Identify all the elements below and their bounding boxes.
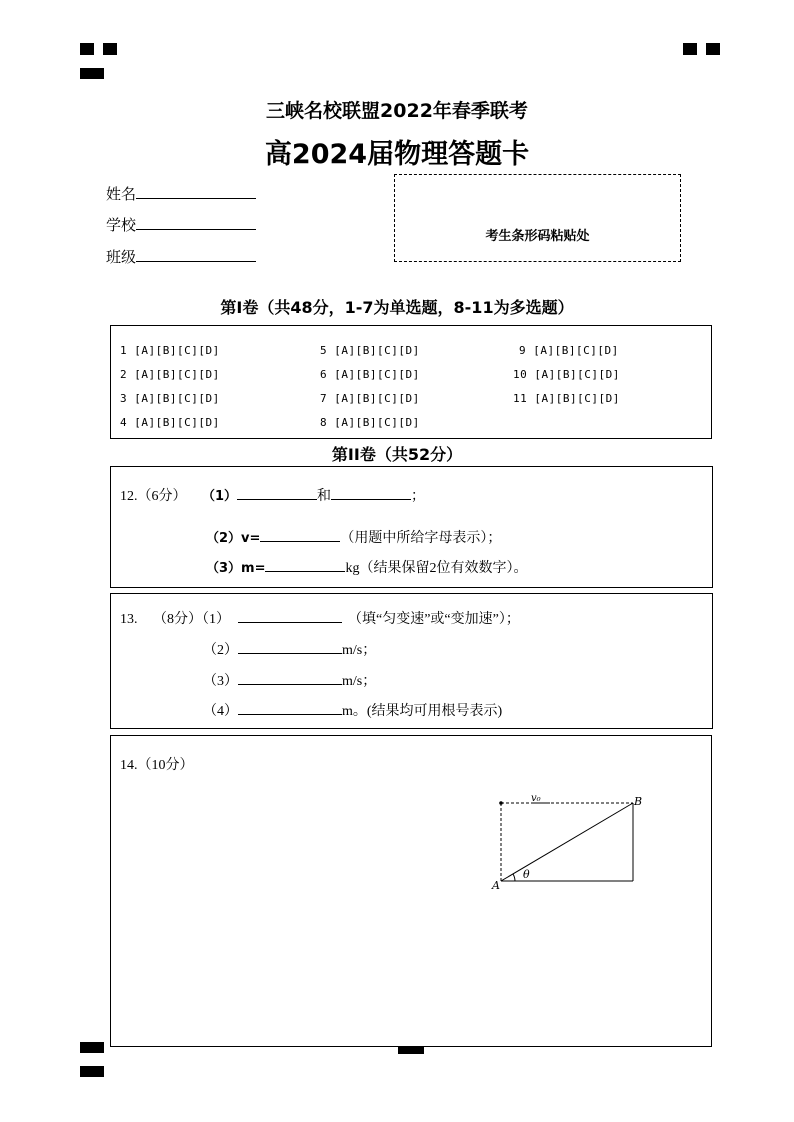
q12-p1-mid: 和 xyxy=(317,488,332,504)
school-label: 学校 xyxy=(106,216,137,234)
mc-row-6[interactable] xyxy=(320,368,420,381)
q13-line4 xyxy=(203,700,502,720)
q13-box xyxy=(110,593,713,729)
registration-mark-bottom-left-2 xyxy=(80,1066,104,1077)
registration-mark-bottom-center xyxy=(398,1046,424,1054)
registration-mark-top-left-3 xyxy=(80,68,104,79)
q12-p3-end: kg（结果保留2位有效数字）。 xyxy=(345,561,528,576)
name-field[interactable] xyxy=(106,183,256,204)
mc-num-11: 11 xyxy=(513,392,528,405)
barcode-area xyxy=(394,174,681,262)
q13-p2-blank[interactable] xyxy=(238,640,342,654)
figure-v0-label: v₀ xyxy=(531,793,541,804)
mc-num-7: 7 xyxy=(320,392,328,405)
mc-row-11[interactable] xyxy=(513,392,620,405)
mc-num-1: 1 xyxy=(120,344,128,357)
mc-row-5[interactable] xyxy=(320,344,420,357)
mc-options-1[interactable]: [A][B][C][D] xyxy=(134,344,220,357)
q13-p1-end: （填“匀变速”或“变加速”）； xyxy=(348,612,520,627)
figure-angle-arc xyxy=(513,874,515,881)
mc-row-3[interactable] xyxy=(120,392,220,405)
figure-launch-dot xyxy=(499,801,503,805)
school-line[interactable] xyxy=(136,215,256,230)
school-field[interactable] xyxy=(106,214,256,235)
name-label: 姓名 xyxy=(106,185,137,203)
mc-options-4[interactable]: [A][B][C][D] xyxy=(134,416,220,429)
q13-p3-label: （3） xyxy=(203,674,238,689)
q12-line3 xyxy=(206,557,527,577)
q13-p3-end: m/s； xyxy=(342,674,377,689)
q13-p3-blank[interactable] xyxy=(238,671,342,685)
mc-num-5: 5 xyxy=(320,344,328,357)
mc-num-4: 4 xyxy=(120,416,128,429)
registration-mark-top-left-2 xyxy=(103,43,117,55)
q13-p4-label: （4） xyxy=(203,704,238,719)
q12-label: 12.（6分） xyxy=(120,489,187,504)
q12-line2 xyxy=(206,527,501,547)
mc-options-2[interactable]: [A][B][C][D] xyxy=(134,368,220,381)
mc-options-8[interactable]: [A][B][C][D] xyxy=(334,416,420,429)
q12-p3-blank[interactable] xyxy=(265,558,345,572)
name-line[interactable] xyxy=(136,184,256,199)
mc-num-8: 8 xyxy=(320,416,328,429)
mc-num-10: 10 xyxy=(513,368,528,381)
registration-mark-top-right-2 xyxy=(706,43,720,55)
mc-num-6: 6 xyxy=(320,368,328,381)
q12-p1-blank-b[interactable] xyxy=(331,486,411,500)
mc-num-3: 3 xyxy=(120,392,128,405)
q13-p1-label: （1） xyxy=(202,612,230,627)
q12-p1-end: ； xyxy=(411,489,426,504)
registration-mark-bottom-left-1 xyxy=(80,1042,104,1053)
registration-mark-top-left-1 xyxy=(80,43,94,55)
q13-line3 xyxy=(203,670,376,690)
class-label: 班级 xyxy=(106,248,137,266)
figure-theta-label: θ xyxy=(523,868,530,881)
q13-p1-blank[interactable] xyxy=(238,609,342,623)
mc-row-7[interactable] xyxy=(320,392,420,405)
exam-subtitle: 三峡名校联盟2022年春季联考 xyxy=(266,100,528,122)
mc-row-4[interactable] xyxy=(120,416,220,429)
q14-figure xyxy=(488,790,658,895)
q12-p2-blank[interactable] xyxy=(260,528,340,542)
q13-score: （8分） xyxy=(153,612,202,627)
q12-p2-label: （2）v= xyxy=(206,531,261,546)
multiple-choice-box xyxy=(110,325,712,439)
mc-row-2[interactable] xyxy=(120,368,220,381)
q12-p1-blank-a[interactable] xyxy=(237,486,317,500)
mc-row-8[interactable] xyxy=(320,416,420,429)
q12-p1-label: （1） xyxy=(202,489,238,504)
q12-line1 xyxy=(120,485,425,505)
mc-options-11[interactable]: [A][B][C][D] xyxy=(534,392,620,405)
class-line[interactable] xyxy=(136,247,256,262)
figure-incline xyxy=(501,803,633,881)
mc-options-3[interactable]: [A][B][C][D] xyxy=(134,392,220,405)
mc-options-9[interactable]: [A][B][C][D] xyxy=(533,344,619,357)
q13-p2-label: （2） xyxy=(203,643,238,658)
q13-label: 13. xyxy=(120,612,138,627)
mc-options-7[interactable]: [A][B][C][D] xyxy=(334,392,420,405)
q13-p4-blank[interactable] xyxy=(238,701,342,715)
q12-p3-label: （3）m= xyxy=(206,561,266,576)
mc-num-9: 9 xyxy=(519,344,527,357)
q12-box xyxy=(110,466,713,588)
figure-b-label: B xyxy=(634,795,643,808)
registration-mark-top-right-1 xyxy=(683,43,697,55)
exam-title: 高2024届物理答题卡 xyxy=(264,139,530,170)
q13-line2 xyxy=(203,639,376,659)
mc-num-2: 2 xyxy=(120,368,128,381)
mc-row-1[interactable] xyxy=(120,344,220,357)
mc-row-10[interactable] xyxy=(513,368,620,381)
q12-p2-end: （用题中所给字母表示）； xyxy=(340,531,502,546)
class-field[interactable] xyxy=(106,246,256,267)
mc-options-6[interactable]: [A][B][C][D] xyxy=(334,368,420,381)
barcode-label: 考生条形码粘贴处 xyxy=(485,229,590,244)
q13-p2-end: m/s； xyxy=(342,643,377,658)
mc-options-10[interactable]: [A][B][C][D] xyxy=(534,368,620,381)
section2-title: 第II卷（共52分） xyxy=(331,445,463,464)
q13-line1 xyxy=(120,608,520,628)
mc-row-9[interactable] xyxy=(519,344,619,357)
q13-p4-end: m。(结果均可用根号表示) xyxy=(342,704,503,719)
mc-options-5[interactable]: [A][B][C][D] xyxy=(334,344,420,357)
section1-title: 第I卷（共48分，1-7为单选题，8-11为多选题） xyxy=(220,298,574,317)
figure-a-label: A xyxy=(492,879,500,892)
q14-label: 14.（10分） xyxy=(120,758,194,773)
